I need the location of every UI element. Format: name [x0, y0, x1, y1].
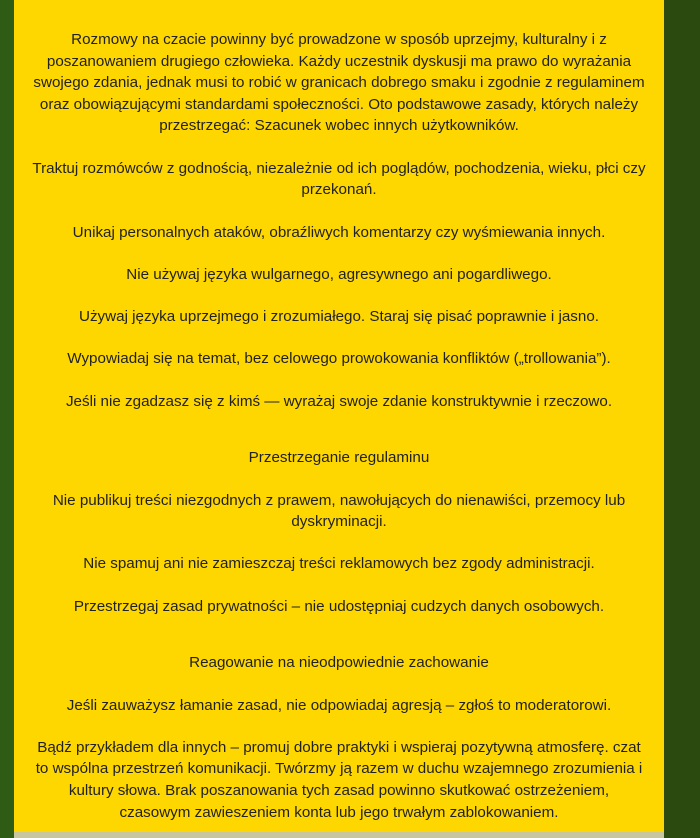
chat-rules-panel: [14, 0, 664, 832]
section-heading-reaction: Reagowanie na nieodpowiednie zachowanie: [189, 654, 489, 672]
rule-no-vulgar-language: Nie używaj języka wulgarnego, agresywnego ani pogardliwego.: [126, 265, 552, 283]
rule-no-personal-attacks: Unikaj personalnych ataków, obraźliwych komentarzy czy wyśmiewania innych.: [72, 223, 606, 241]
rule-stay-on-topic: Wypowiadaj się na temat, bez celowego prowokowania konfliktów („trollowania”).: [67, 350, 611, 368]
rule-privacy: Przestrzegaj zasad prywatności – nie udostępniaj cudzych danych osobowych.: [73, 597, 605, 615]
intro-paragraph: Rozmowy na czacie powinny być prowadzone w sposób uprzejmy, kulturalny i z poszanowaniem drugiego człowieka. Każdy uczestnik dyskusji ma prawo do wyrażania swojego zdania, jednak musi to robić w granicach dobrego smaku i zgodnie z regulaminem oraz obowiązującymi standardami społeczności. Oto podstawowe zasady, których należy przestrzegać: Szacunek wobec innych użytkowników.: [33, 31, 645, 135]
rule-no-illegal-content: Nie publikuj treści niezgodnych z prawem, nawołujących do nienawiści, przemocy lub dyskryminacji.: [52, 491, 626, 531]
section-heading-regulations: Przestrzeganie regulaminu: [248, 449, 430, 467]
rule-respect-dignity: Traktuj rozmówców z godnością, niezależnie od ich poglądów, pochodzenia, wieku, płci czy przekonań.: [32, 159, 646, 199]
rule-constructive-disagreement: Jeśli nie zgadzasz się z kimś — wyrażaj swoje zdanie konstruktywnie i rzeczowo.: [65, 392, 613, 410]
rule-polite-language: Używaj języka uprzejmego i zrozumiałego. Staraj się pisać poprawnie i jasno.: [79, 308, 599, 326]
closing-paragraph: Bądź przykładem dla innych – promuj dobre praktyki i wspieraj pozytywną atmosferę. czat to wspólna przestrzeń komunikacji. Twórzmy ją razem w duchu wzajemnego zrozumienia i kultury słowa. Brak poszanowania tych zasad powinno skutkować ostrzeżeniem, czasowym zawieszeniem konta lub jego trwałym zablokowaniem.: [35, 738, 643, 821]
bottom-divider: [14, 832, 664, 838]
rule-no-spam: Nie spamuj ani nie zamieszczaj treści reklamowych bez zgody administracji.: [83, 555, 595, 573]
rule-report-to-moderator: Jeśli zauważysz łamanie zasad, nie odpowiadaj agresją – zgłoś to moderatorowi.: [66, 696, 612, 714]
